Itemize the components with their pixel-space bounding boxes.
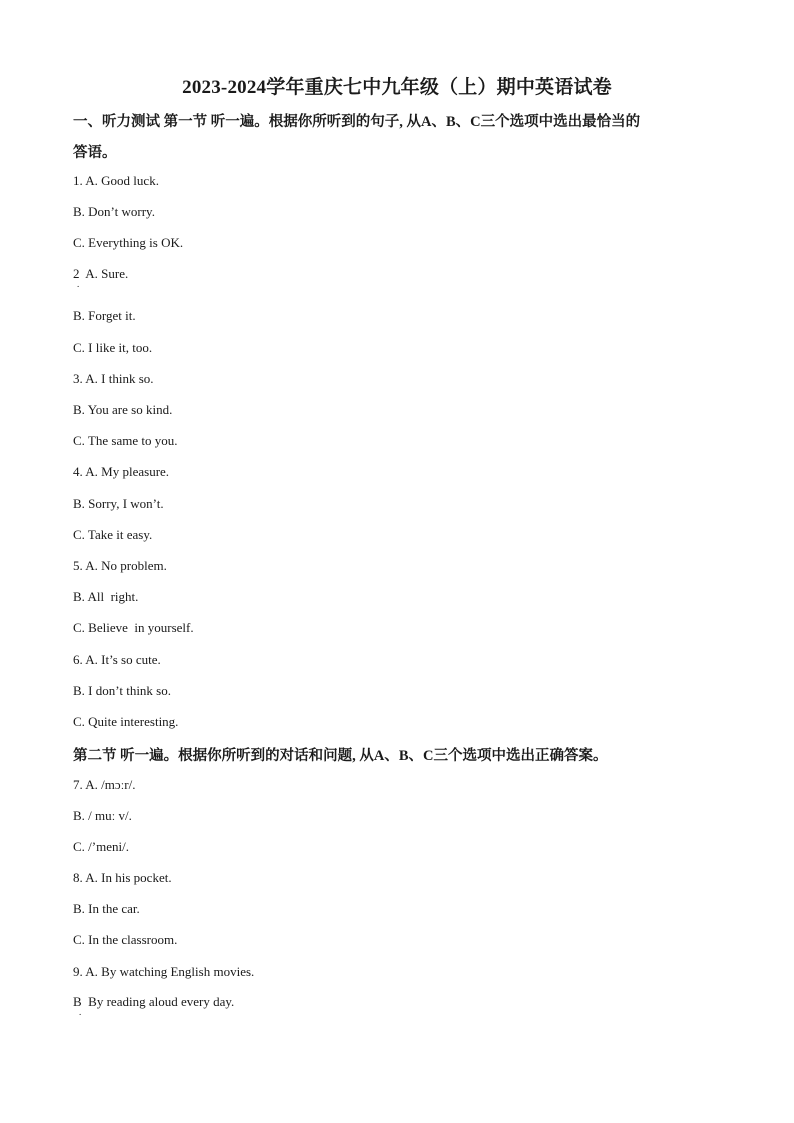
q7-option-b: B. / muː v/. bbox=[73, 808, 132, 823]
q5-option-a: 5. A. No problem. bbox=[73, 558, 167, 573]
q1-option-b: B. Don’t worry. bbox=[73, 204, 155, 219]
q8-option-b: B. In the car. bbox=[73, 901, 140, 916]
section1-heading-line1: 一、听力测试 第一节 听一遍。根据你所听到的句子, 从A、B、C三个选项中选出最恰当的 bbox=[73, 114, 641, 130]
q4-option-c: C. Take it easy. bbox=[73, 527, 153, 542]
q2-option-b: B. Forget it. bbox=[73, 308, 136, 323]
q6-option-c: C. Quite interesting. bbox=[73, 714, 179, 729]
section1-heading-line2: 答语。 bbox=[73, 145, 117, 161]
q5-option-c: C. Believe in yourself. bbox=[73, 620, 194, 635]
q1-option-a: 1. A. Good luck. bbox=[73, 173, 159, 188]
q4-option-b: B. Sorry, I won’t. bbox=[73, 496, 164, 511]
q6-option-b: B. I don’t think so. bbox=[73, 683, 171, 698]
q7-option-c: C. /’meni/. bbox=[73, 839, 129, 854]
stray-mark: . bbox=[77, 279, 80, 289]
q8-option-c: C. In the classroom. bbox=[73, 932, 178, 947]
q5-option-b: B. All right. bbox=[73, 589, 139, 604]
q6-option-a: 6. A. It’s so cute. bbox=[73, 652, 161, 667]
q7-option-a: 7. A. /mɔːr/. bbox=[73, 777, 136, 792]
q3-option-b: B. You are so kind. bbox=[73, 402, 173, 417]
q2-option-c: C. I like it, too. bbox=[73, 340, 153, 355]
stray-mark: . bbox=[79, 1007, 82, 1017]
q2-option-a: 2 A. Sure. bbox=[73, 266, 129, 281]
q3-option-a: 3. A. I think so. bbox=[73, 371, 154, 386]
q9-option-a: 9. A. By watching English movies. bbox=[73, 964, 255, 979]
q8-option-a: 8. A. In his pocket. bbox=[73, 870, 172, 885]
q3-option-c: C. The same to you. bbox=[73, 433, 178, 448]
q9-option-b: B By reading aloud every day. bbox=[73, 994, 235, 1009]
page-title: 2023-2024学年重庆七中九年级（上）期中英语试卷 bbox=[182, 77, 612, 98]
q1-option-c: C. Everything is OK. bbox=[73, 235, 184, 250]
section2-heading: 第二节 听一遍。根据你所听到的对话和问题, 从A、B、C三个选项中选出正确答案。 bbox=[73, 748, 608, 764]
q4-option-a: 4. A. My pleasure. bbox=[73, 464, 170, 479]
